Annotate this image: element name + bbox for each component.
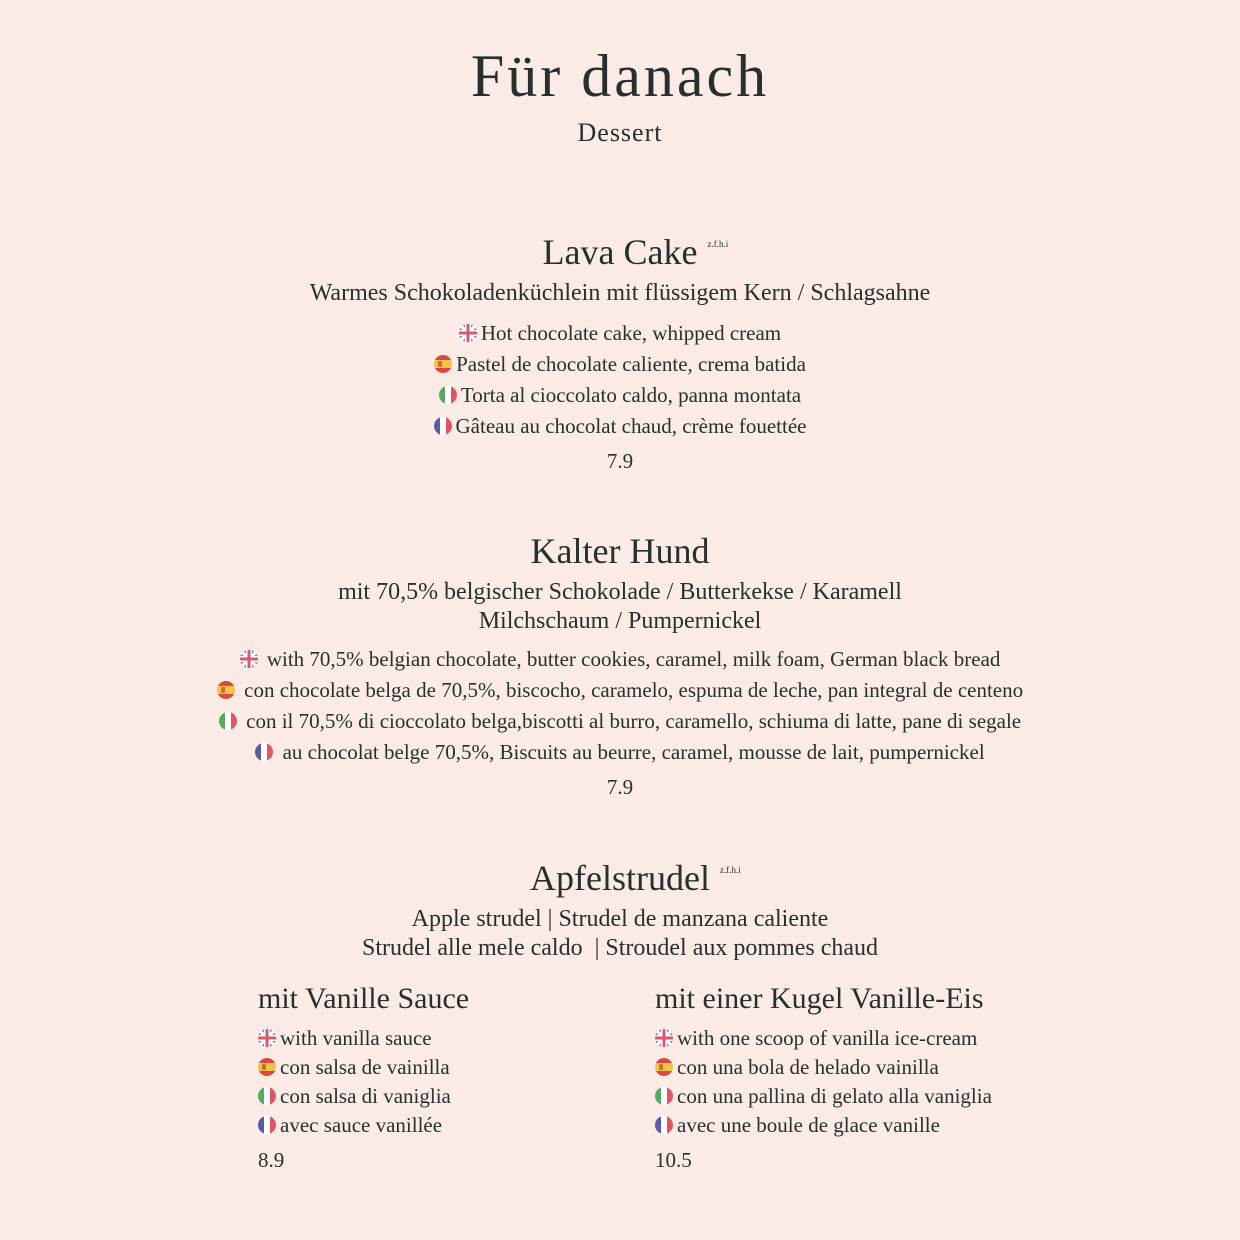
price: 10.5 <box>655 1148 692 1172</box>
variant-name: mit einer Kugel Vanille-Eis <box>655 982 984 1015</box>
translation-text: con salsa di vaniglia <box>280 1084 451 1108</box>
translations-list <box>0 318 1240 442</box>
price: 7.9 <box>606 449 634 473</box>
translation-spanish <box>258 1053 469 1082</box>
spain-flag-icon <box>655 1058 673 1076</box>
uk-flag-icon <box>258 1029 276 1047</box>
translation-text: con una bola de helado vainilla <box>677 1055 939 1079</box>
translation-text: Hot chocolate cake, whipped cream <box>480 321 782 345</box>
france-flag-icon <box>655 1116 673 1134</box>
translation-spanish <box>0 349 1240 380</box>
page-subtitle: Dessert <box>577 118 663 147</box>
allergen-codes: z.f.h.i <box>707 239 729 249</box>
dish-name-text: Apfelstrudel <box>530 858 710 898</box>
france-flag-icon <box>255 743 273 761</box>
translation-italian <box>0 380 1240 411</box>
uk-flag-icon <box>240 650 258 668</box>
italy-flag-icon <box>655 1087 673 1105</box>
translation-french <box>655 1111 992 1140</box>
dish-description: Warmes Schokoladenküchlein mit flüssigem Kern / Schlagsahne <box>309 280 931 306</box>
uk-flag-icon <box>459 324 477 342</box>
translation-english <box>655 1024 992 1053</box>
translation-english <box>0 318 1240 349</box>
translation-text: con salsa de vainilla <box>280 1055 450 1079</box>
translation-text: Torta al cioccolato caldo, panna montata <box>460 383 802 407</box>
dish-name-text: Lava Cake <box>542 232 698 272</box>
translation-text: con chocolate belga de 70,5%, biscocho, caramelo, espuma de leche, pan integral de centeno <box>244 678 1024 702</box>
translation-text: avec sauce vanillée <box>280 1113 443 1137</box>
dish-description-line-1: mit 70,5% belgischer Schokolade / Butterkekse / Karamell <box>338 579 902 605</box>
translation-english <box>258 1024 469 1053</box>
menu-item-kalter-hund <box>0 533 1240 798</box>
france-flag-icon <box>258 1116 276 1134</box>
dish-name <box>530 858 741 898</box>
dish-description-line-2: Milchschaum / Pumpernickel <box>478 608 762 634</box>
translations-list <box>0 644 1240 768</box>
translation-text: au chocolat belge 70,5%, Biscuits au beurre, caramel, mousse de lait, pumpernickel <box>282 740 985 764</box>
translation-text: con una pallina di gelato alla vaniglia <box>677 1084 992 1108</box>
translation-english <box>0 644 1240 675</box>
allergen-codes: z.f.h.i <box>719 865 741 875</box>
spain-flag-icon <box>217 681 235 699</box>
translations-list <box>655 1024 992 1140</box>
translation-italian <box>258 1082 469 1111</box>
translation-spanish <box>0 675 1240 706</box>
translation-french <box>0 737 1240 768</box>
price: 8.9 <box>258 1148 285 1172</box>
dish-description-line-2: Strudel alle mele caldo | Stroudel aux pommes chaud <box>362 935 878 961</box>
translations-list <box>258 1024 469 1140</box>
dish-name <box>542 232 729 272</box>
price: 7.9 <box>606 775 634 799</box>
uk-flag-icon <box>655 1029 673 1047</box>
menu-item-apfelstrudel <box>0 860 1240 963</box>
translation-french <box>258 1111 469 1140</box>
spain-flag-icon <box>434 355 452 373</box>
translation-spanish <box>655 1053 992 1082</box>
dish-name <box>531 533 710 569</box>
italy-flag-icon <box>439 386 457 404</box>
variant-vanilla-ice-cream <box>655 984 992 1171</box>
variant-name: mit Vanille Sauce <box>258 982 470 1015</box>
dish-description-line-1: Apple strudel | Strudel de manzana caliente <box>411 906 829 932</box>
translation-italian <box>655 1082 992 1111</box>
translation-french <box>0 411 1240 442</box>
variant-vanilla-sauce <box>258 984 469 1171</box>
translation-text: with one scoop of vanilla ice-cream <box>677 1026 978 1050</box>
dish-name-text: Kalter Hund <box>530 531 710 571</box>
italy-flag-icon <box>258 1087 276 1105</box>
page-title: Für danach <box>470 43 770 109</box>
translation-text: with vanilla sauce <box>280 1026 432 1050</box>
translation-text: avec une boule de glace vanille <box>677 1113 940 1137</box>
translation-text: Pastel de chocolate caliente, crema batida <box>456 352 806 376</box>
translation-text: with 70,5% belgian chocolate, butter cookies, caramel, milk foam, German black bread <box>266 647 1001 671</box>
translation-italian <box>0 706 1240 737</box>
translation-text: Gâteau au chocolat chaud, crème fouettée <box>455 414 807 438</box>
translation-text: con il 70,5% di cioccolato belga,biscotti al burro, caramello, schiuma di latte, pane di segale <box>246 709 1022 733</box>
spain-flag-icon <box>258 1058 276 1076</box>
italy-flag-icon <box>219 712 237 730</box>
france-flag-icon <box>434 417 452 435</box>
menu-item-lava-cake <box>0 234 1240 472</box>
